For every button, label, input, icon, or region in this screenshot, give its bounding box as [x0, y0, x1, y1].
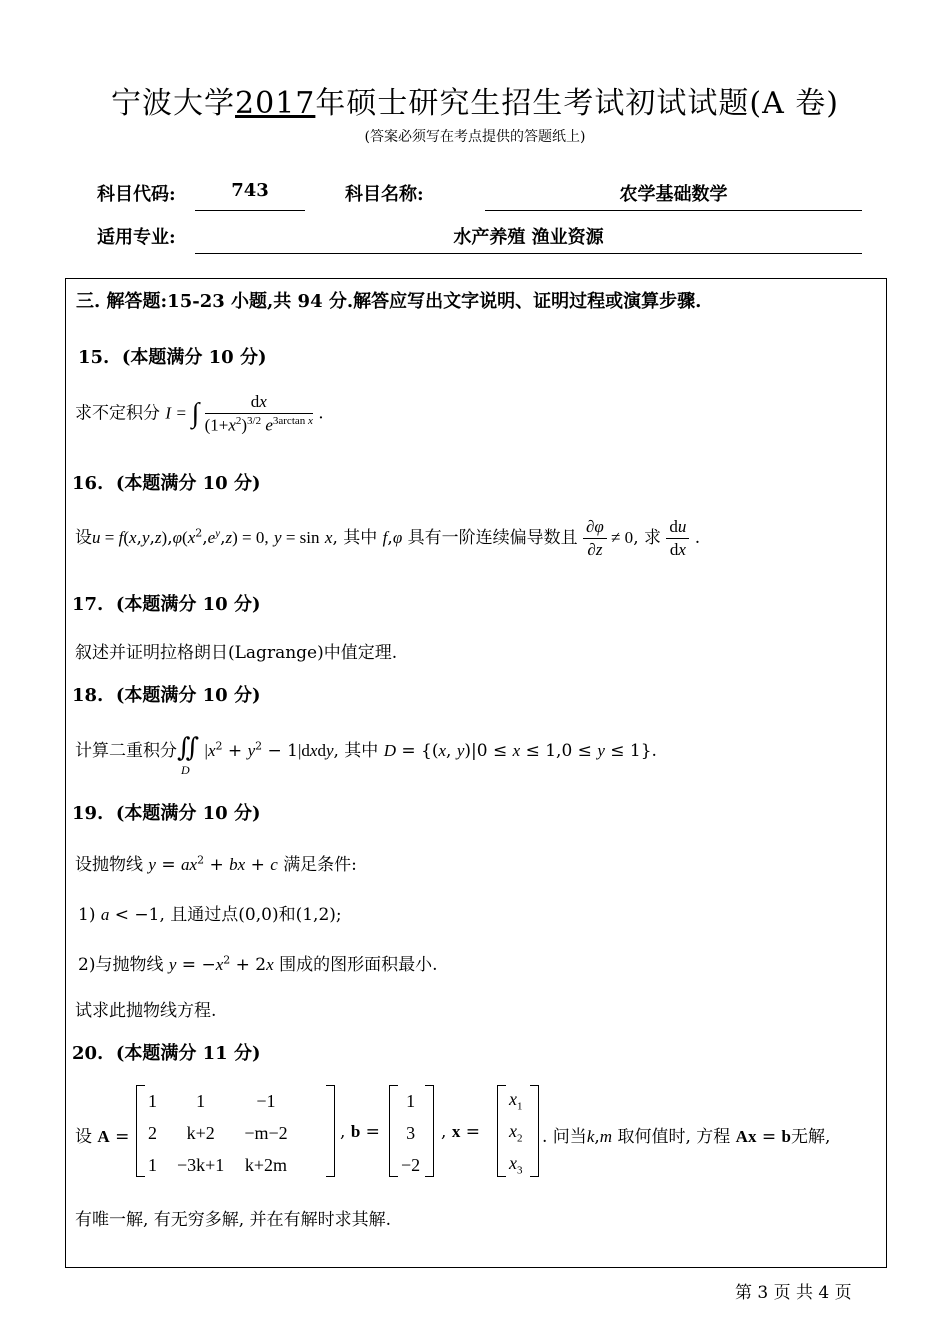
subject-code-label: 科目代码:: [97, 184, 176, 205]
subject-name-label: 科目名称:: [345, 184, 424, 205]
major: 水产养殖 渔业资源: [453, 227, 604, 248]
question-17-body: 叙述并证明拉格朗日(Lagrange)中值定理.: [75, 643, 398, 663]
question-20-tail: . 问当k,m 取何值时, 方程 Ax = b无解,: [542, 1127, 831, 1147]
question-19-line2: 1) a < −1, 且通过点(0,0)和(1,2);: [78, 905, 342, 925]
subject-code: 743: [231, 180, 269, 201]
question-19-header: 19. (本题满分 10 分): [72, 803, 261, 824]
matrix-cell: $x_1$: [509, 1089, 523, 1113]
vector-b-label: , b =: [340, 1122, 380, 1142]
major-label: 适用专业:: [97, 227, 176, 248]
question-15-header: 15. (本题满分 10 分): [78, 347, 267, 368]
matrix-cell: −m−2: [244, 1122, 288, 1143]
underline: [195, 210, 305, 211]
matrix-bracket: [326, 1085, 335, 1177]
question-15-body: 求不定积分 I = ∫ $\frac{dx}{(1+x^2)^{3/2} e^{3arctan x}}$ .: [75, 392, 324, 435]
vector-x-label: , x =: [441, 1122, 480, 1142]
matrix-cell: 3: [406, 1122, 416, 1143]
question-20-header: 20. (本题满分 11 分): [72, 1043, 261, 1064]
vector-x: [499, 1085, 533, 1181]
matrix-cell: 1: [196, 1090, 206, 1111]
vector-bracket: [425, 1085, 434, 1177]
question-18-body: 计算二重积分∬ D $|x^2 + y^2$ − 1|dxdy, 其中 D = {(x, y)|0 ≤ x ≤ 1,0 ≤ y ≤ 1}.: [75, 733, 657, 777]
subject-name: 农学基础数学: [619, 184, 728, 205]
matrix-cell: $x_3$: [509, 1153, 523, 1177]
exam-subtitle: (答案必须写在考点提供的答题纸上): [364, 129, 586, 145]
matrix-cell: 1: [406, 1090, 416, 1111]
question-20-set: 设 A =: [75, 1127, 130, 1147]
matrix-cell: −1: [256, 1090, 276, 1111]
question-20-line2: 有唯一解, 有无穷多解, 并在有解时求其解.: [75, 1210, 392, 1230]
matrix-cell: k+2m: [244, 1154, 288, 1175]
matrix-cell: 1: [148, 1154, 157, 1175]
matrix-a: [138, 1085, 298, 1181]
vector-bracket: [530, 1085, 539, 1177]
matrix-cell: −2: [401, 1154, 421, 1175]
matrix-cell: −3k+1: [177, 1154, 225, 1175]
matrix-cell: k+2: [186, 1122, 215, 1143]
exam-title: 宁波大学2017年硕士研究生招生考试初试试题(A 卷): [111, 86, 839, 121]
question-19-line3: 2)与抛物线 $y = -x^2 + 2x$ 围成的图形面积最小.: [78, 953, 438, 975]
question-17-header: 17. (本题满分 10 分): [72, 594, 261, 615]
question-18-header: 18. (本题满分 10 分): [72, 685, 261, 706]
section-heading: 三. 解答题:15-23 小题,共 94 分.解答应写出文字说明、证明过程或演算步骤.: [76, 291, 702, 312]
matrix-cell: 1: [148, 1090, 157, 1111]
page-footer: 第 3 页 共 4 页: [735, 1283, 852, 1303]
question-19-line4: 试求此抛物线方程.: [75, 1001, 217, 1021]
question-16-body: 设$u = f(x,y,z),\varphi(x^2,e^y,z) = 0$, y = sin x, 其中 f,φ 具有一阶连续偏导数且 $\frac{\partial\varphi}{\partial z}$ ≠ 0, 求 $\frac{du}{dx}$ .: [75, 517, 701, 559]
matrix-cell: 2: [148, 1122, 157, 1143]
question-16-header: 16. (本题满分 10 分): [72, 473, 261, 494]
underline: [195, 253, 862, 254]
underline: [485, 210, 862, 211]
matrix-cell: $x_2$: [509, 1121, 523, 1145]
question-19-line1: 设抛物线 $y = ax^2$ + bx + c 满足条件:: [75, 853, 357, 875]
